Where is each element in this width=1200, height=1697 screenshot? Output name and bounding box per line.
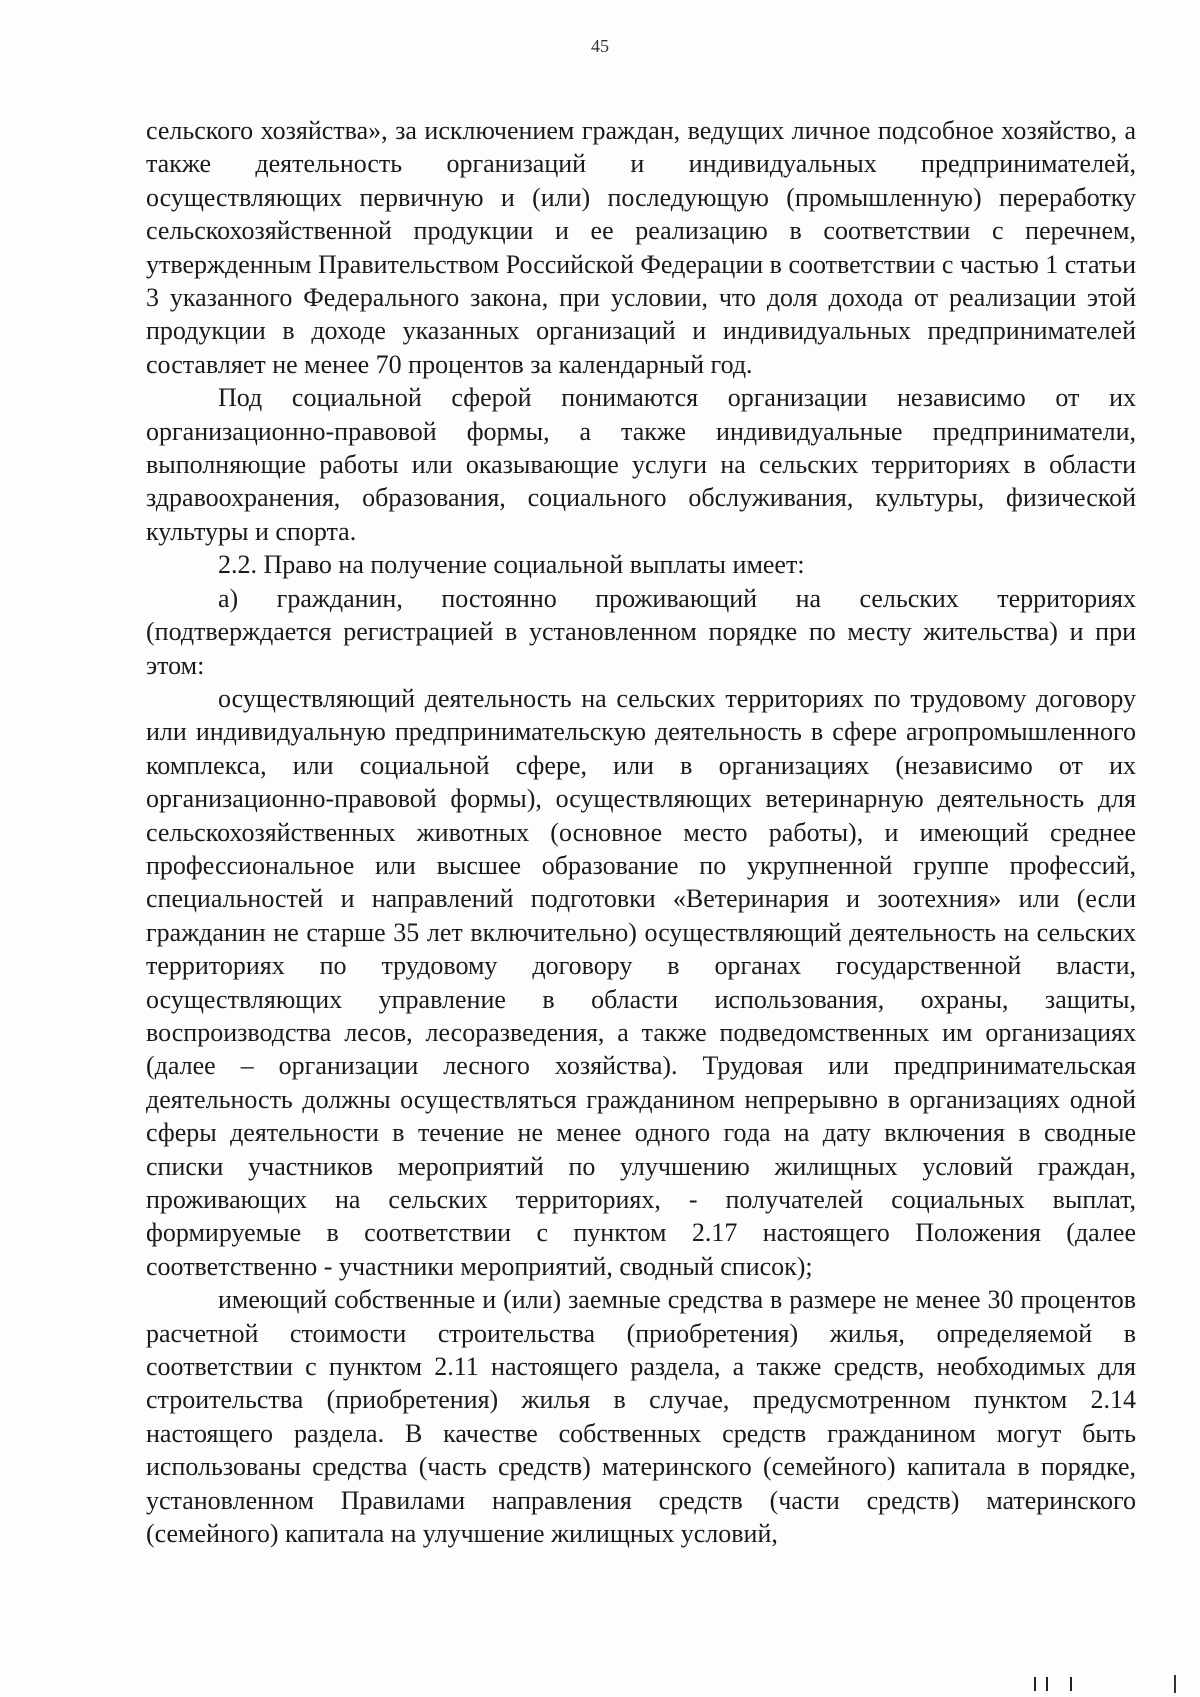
paragraph-own-funds-condition: имеющий собственные и (или) заемные средства в размере не менее 30 процентов расчетной стоимости строительства (приобретения) жилья, определяемой в соответствии с пунктом 2.11 настоящего раздела, а также средств, необходимых для строительства (приобретения) жилья в случае, предусмотренном пунктом 2.14 настоящего раздела. В качестве собственных средств гражданином могут быть использованы средства (часть средств) материнского (семейного) капитала в порядке, установленном Правилами направления средств (части средств) материнского (семейного) капитала на улучшение жилищных условий, bbox=[146, 1285, 1136, 1549]
paragraph-social-sphere: Под социальной сферой понимаются организации независимо от их организационно-правовой формы, а также индивидуальные предприниматели, выполняющие работы или оказывающие услуги на сельских территориях в области здравоохранения, образования, социального обслуживания, культуры, физической культуры и спорта. bbox=[146, 383, 1136, 546]
paragraph-section-2-2: 2.2. Право на получение социальной выплаты имеет: bbox=[218, 550, 805, 580]
page-number: 45 bbox=[591, 36, 609, 56]
paragraph-employment-condition: осуществляющий деятельность на сельских территориях по трудовому договору или индивидуальную предпринимательскую деятельность в сфере агропромышленного комплекса, или социальной сфере, или в организациях (независимо от их организационно-правовой формы), осуществляющих ветеринарную деятельность для сельскохозяйственных животных (основное место работы), и имеющий среднее профессиональное или высшее образование по укрупненной группе профессий, специальностей и направлений подготовки «Ветеринария и зоотехния» или (если гражданин не старше 35 лет включительно) осуществляющий деятельность на сельских территориях по трудовому договору в органах государственной власти, осуществляющих управление в области использования, охраны, защиты, воспроизводства лесов, лесоразведения, а также подведомственных им организациях (далее – организации лесного хозяйства). Трудовая или предпринимательская деятельность должны осуществляться гражданином непрерывно в организациях одной сферы деятельности в течение не менее одного года на дату включения в сводные списки участников мероприятий по улучшению жилищных условий граждан, проживающих на сельских территориях, - получателей социальных выплат, формируемые в соответствии с пунктом 2.17 настоящего Положения (далее соответственно - участники мероприятий, сводный список); bbox=[146, 683, 1136, 1281]
paragraph-agricultural-producers: сельского хозяйства», за исключением граждан, ведущих личное подсобное хозяйство, а также деятельность организаций и индивидуальных предпринимателей, осуществляющих первичную и (или) последующую (промышленную) переработку сельскохозяйственной продукции и ее реализацию в соответствии с перечнем, утвержденным Правительством Российской Федерации в соответствии с частью 1 статьи 3 указанного Федерального закона, при условии, что доля дохода от реализации этой продукции в доходе указанных организаций и индивидуальных предпринимателей составляет не менее 70 процентов за календарный год. bbox=[146, 116, 1136, 379]
scan-artifact-mark bbox=[1034, 1677, 1072, 1691]
paragraph-item-a: а) гражданин, постоянно проживающий на сельских территориях (подтверждается регистрацией в установленном порядке по месту жительства) и при этом: bbox=[146, 583, 1136, 680]
document-body bbox=[146, 114, 1136, 1550]
scan-artifact-edge bbox=[1174, 1675, 1176, 1693]
